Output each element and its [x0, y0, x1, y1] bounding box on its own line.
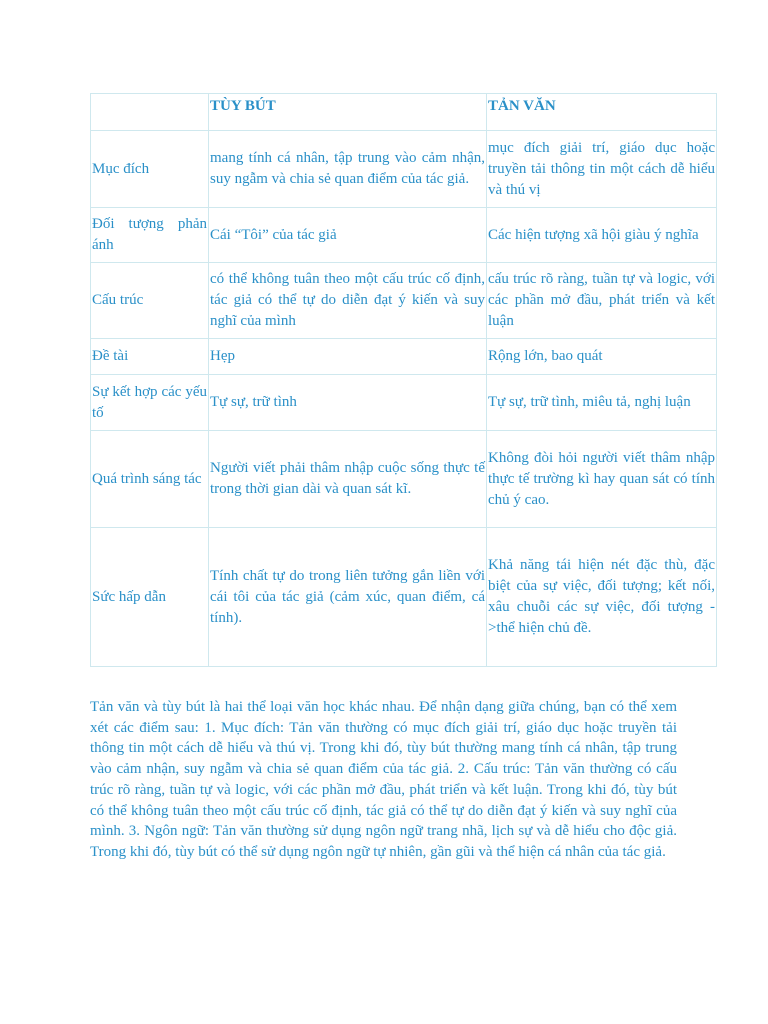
tan-van-cell: mục đích giải trí, giáo dục hoặc truyền tải thông tin một cách dễ hiểu và thú vị	[487, 131, 717, 208]
row-label: Cấu trúc	[91, 263, 209, 339]
summary-paragraph: Tản văn và tùy bút là hai thể loại văn học khác nhau. Để nhận dạng giữa chúng, bạn có thể xem xét các điểm sau: 1. Mục đích: Tản văn thường có mục đích giải trí, giáo dục hoặc truyền tải thông tin một cách dễ hiểu và thú vị. Trong khi đó, tùy bút thường mang tính cá nhân, tập trung vào cảm nhận, suy ngẫm và chia sẻ quan điểm của tác giả. 2. Cấu trúc: Tản văn thường có cấu trúc rõ ràng, tuần tự và logic, với các phần mở đầu, phát triển và kết luận. Trong khi đó, tùy bút có thể không tuân theo một cấu trúc cố định, tác giả có thể tự do diễn đạt ý kiến và suy nghĩ của mình. 3. Ngôn ngữ: Tản văn thường sử dụng ngôn ngữ trang nhã, lịch sự và dễ hiểu cho độc giả. Trong khi đó, tùy bút có thể sử dụng ngôn ngữ tự nhiên, gần gũi và thể hiện cá nhân của tác giả.	[90, 699, 677, 860]
comparison-table	[90, 93, 717, 667]
tuy-but-cell: Hẹp	[209, 339, 487, 375]
table-row	[91, 131, 717, 208]
tan-van-cell: Khả năng tái hiện nét đặc thù, đặc biệt của sự việc, đối tượng; kết nối, xâu chuỗi các sự việc, đối tượng ->thể hiện chủ đề.	[487, 528, 717, 667]
row-label: Quá trình sáng tác	[91, 431, 209, 528]
header-tuy-but: TÙY BÚT	[209, 94, 487, 131]
row-label: Sự kết hợp các yếu tố	[91, 375, 209, 431]
row-label: Đề tài	[91, 339, 209, 375]
tuy-but-cell: có thể không tuân theo một cấu trúc cố định, tác giả có thể tự do diễn đạt ý kiến và suy nghĩ của mình	[209, 263, 487, 339]
tuy-but-cell: mang tính cá nhân, tập trung vào cảm nhận, suy ngẫm và chia sẻ quan điểm của tác giả.	[209, 131, 487, 208]
tuy-but-cell: Cái “Tôi” của tác giả	[209, 208, 487, 263]
row-label: Đối tượng phản ánh	[91, 208, 209, 263]
table-row	[91, 375, 717, 431]
tan-van-cell: Tự sự, trữ tình, miêu tả, nghị luận	[487, 375, 717, 431]
table-row	[91, 339, 717, 375]
table-row	[91, 431, 717, 528]
tuy-but-cell: Người viết phải thâm nhập cuộc sống thực tế trong thời gian dài và quan sát kĩ.	[209, 431, 487, 528]
table-header-row	[91, 94, 717, 131]
row-label: Sức hấp dẫn	[91, 528, 209, 667]
tan-van-cell: cấu trúc rõ ràng, tuần tự và logic, với các phần mở đầu, phát triển và kết luận	[487, 263, 717, 339]
table-row	[91, 528, 717, 667]
table-row	[91, 263, 717, 339]
tuy-but-cell: Tính chất tự do trong liên tưởng gắn liền với cái tôi của tác giả (cảm xúc, quan điểm, cá tính).	[209, 528, 487, 667]
row-label: Mục đích	[91, 131, 209, 208]
header-tan-van: TẢN VĂN	[487, 94, 717, 131]
tan-van-cell: Rộng lớn, bao quát	[487, 339, 717, 375]
table-row	[91, 208, 717, 263]
tan-van-cell: Không đòi hỏi người viết thâm nhập thực tế trường kì hay quan sát có tính chủ ý cao.	[487, 431, 717, 528]
header-empty-cell	[91, 94, 209, 131]
tuy-but-cell: Tự sự, trữ tình	[209, 375, 487, 431]
tan-van-cell: Các hiện tượng xã hội giàu ý nghĩa	[487, 208, 717, 263]
